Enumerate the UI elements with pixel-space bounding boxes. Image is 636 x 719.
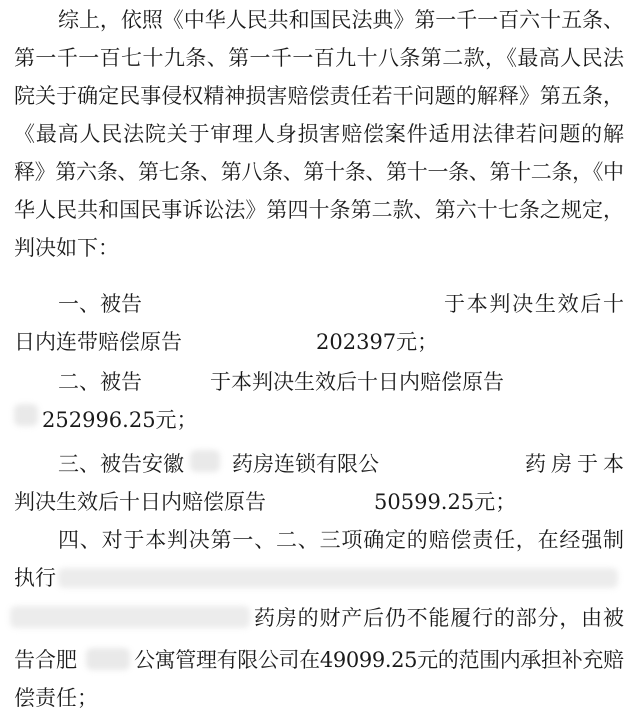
item-1-text-cont: 日内连带赔偿原告	[14, 330, 182, 354]
item-4-text-cont-3: 公寓管理有限公司在49099.25元的范围内承担补充赔	[134, 648, 624, 672]
item-4-text-cont: 执行	[14, 566, 56, 590]
item-4-text-end: 偿责任；	[14, 686, 98, 710]
text-line-3	[0, 76, 636, 116]
text-line-2	[0, 38, 636, 78]
item-1-prefix: 一、被告	[58, 292, 142, 316]
judgment-item-4-line-1	[0, 520, 636, 560]
judgment-item-4-line-4	[0, 640, 636, 680]
item-3-text-cont: 判决生效后十日内赔偿原告	[14, 490, 266, 514]
judgment-item-3-line-1	[0, 444, 636, 484]
item-1-text: 于本判决生效后十	[444, 292, 626, 316]
text-line-3-content: 院关于确定民事侵权精神损害赔偿责任若干问题的解释》第五条，	[14, 84, 625, 108]
judgment-item-3-line-2	[0, 482, 636, 522]
text-line-7	[0, 228, 636, 268]
text-line-5-content: 释》第六条、第七条、第八条、第十条、第十一条、第十二条，《中	[14, 160, 624, 184]
text-line-6	[0, 190, 636, 230]
item-4-prefix-2: 告合肥	[14, 648, 77, 672]
text-line-5	[0, 152, 636, 192]
text-line-1	[0, 0, 636, 40]
judgment-item-2-line-2	[0, 400, 636, 440]
text-line-7-content: 判决如下：	[14, 236, 119, 260]
judgment-item-1-line-2	[0, 322, 636, 362]
item-2-amount: 252996.25元；	[42, 408, 198, 432]
text-line-1-content: 综上，依照《中华人民共和国民法典》第一千一百六十五条、	[58, 8, 624, 32]
judgment-item-4-line-5	[0, 678, 636, 718]
judgment-item-2-line-1	[0, 362, 636, 402]
judgment-item-4-line-2	[0, 558, 636, 598]
text-line-6-content: 华人民共和国民事诉讼法》第四十条第二款、第六十七条之规定，	[14, 198, 625, 222]
item-3-prefix: 三、被告安徽	[58, 452, 184, 476]
judgment-item-4-line-3	[0, 598, 636, 638]
item-2-prefix: 二、被告	[58, 370, 142, 394]
item-2-text: 于本判决生效后十日内赔偿原告	[210, 370, 504, 394]
item-3-company: 药房连锁有限公	[232, 452, 379, 476]
item-3-text: 药房于本	[525, 452, 629, 476]
item-1-amount: 202397元；	[316, 330, 439, 354]
text-line-4-content: 《最高人民法院关于审理人身损害赔偿案件适用法律若问题的解	[14, 122, 625, 146]
text-line-2-content: 第一千一百七十九条、第一千一百九十八条第二款，《最高人民法	[14, 46, 625, 70]
item-4-text-cont-2: 药房的财产后仍不能履行的部分，由被	[254, 606, 625, 630]
item-4-text: 四、对于本判决第一、二、三项确定的赔偿责任，在经强制	[58, 528, 625, 552]
judgment-item-1-line-1	[0, 284, 636, 324]
item-3-amount: 50599.25元；	[374, 490, 517, 514]
text-line-4	[0, 114, 636, 154]
